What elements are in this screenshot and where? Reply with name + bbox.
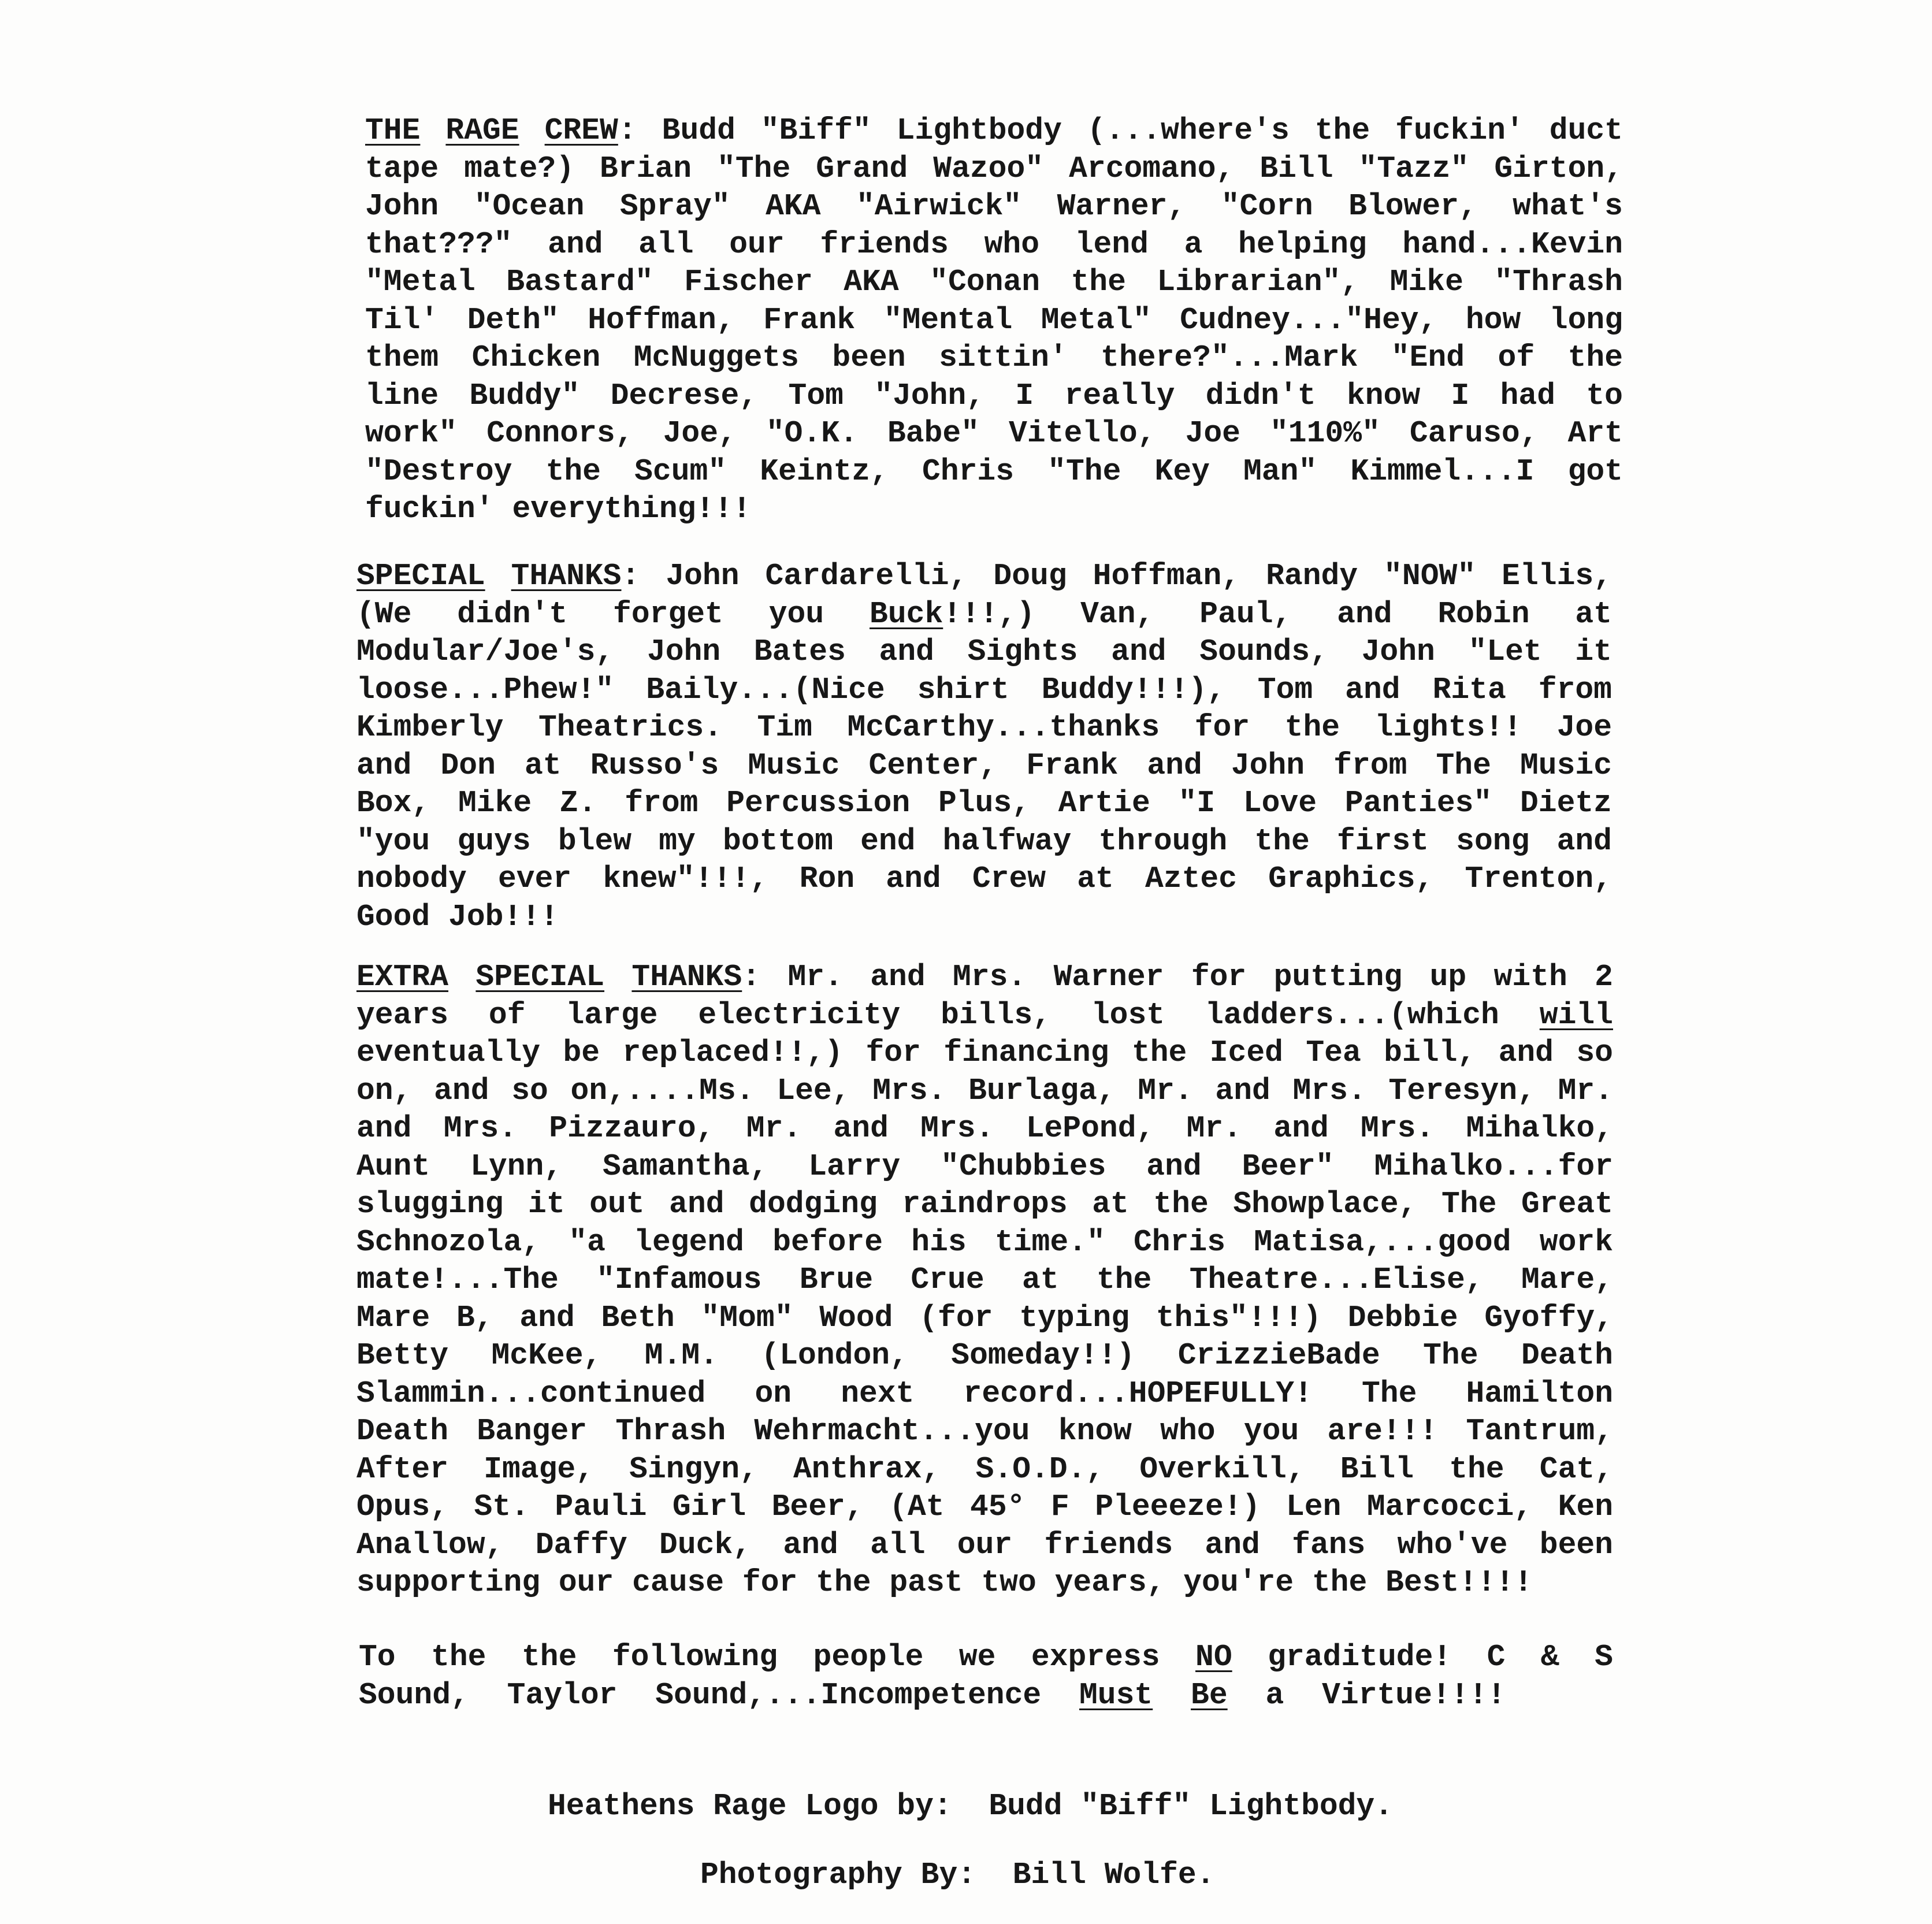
text-segment: John "Ocean Spray" AKA "Airwick" Warner, "Corn Blower, what's [365, 189, 1623, 224]
underlined-text: will [1539, 997, 1613, 1032]
special-thanks-paragraph [356, 558, 1612, 936]
text-segment: Sound, Taylor Sound,...Incompetence [359, 1677, 1079, 1713]
text-segment: on, and so on,....Ms. Lee, Mrs. Burlaga, Mr. and Mrs. Teresyn, Mr. [356, 1073, 1613, 1108]
text-segment: Modular/Joe's, John Bates and Sights and Sounds, John "Let it [356, 634, 1612, 669]
text-segment: and Mrs. Pizzauro, Mr. and Mrs. LePond, Mr. and Mrs. Mihalko, [356, 1111, 1613, 1146]
text-line [359, 1639, 1613, 1677]
text-segment: Anallow, Daffy Duck, and all our friends and fans who've been [356, 1527, 1613, 1562]
text-line [365, 377, 1623, 415]
text-segment: eventually be replaced!!,) for financing the Iced Tea bill, and so [356, 1035, 1613, 1070]
text-line [356, 1224, 1613, 1262]
text-line [356, 709, 1612, 747]
text-line [359, 1677, 1613, 1715]
photography-credit: Photography By: Bill Wolfe. [700, 1858, 1215, 1892]
underlined-text: NO [1195, 1640, 1232, 1674]
text-segment: Schnozola, "a legend before his time." Chris Matisa,...good work [356, 1224, 1613, 1260]
text-line [365, 302, 1623, 340]
text-line [365, 226, 1623, 264]
text-segment: Opus, St. Pauli Girl Beer, (At 45° F Pleeeze!) Len Marcocci, Ken [356, 1490, 1613, 1524]
text-segment: and Don at Russo's Music Center, Frank and John from The Music [356, 748, 1612, 783]
text-segment: "Metal Bastard" Fischer AKA "Conan the Librarian", Mike "Thrash [365, 265, 1623, 299]
text-line [356, 1337, 1613, 1375]
text-line [365, 453, 1623, 491]
text-segment: loose...Phew!" Baily...(Nice shirt Buddy!!!), Tom and Rita from [356, 672, 1612, 707]
text-segment: a Virtue!!!! [1227, 1677, 1506, 1713]
text-segment: Slammin...continued on next record...HOPEFULLY! The Hamilton [356, 1376, 1613, 1411]
rage-crew-paragraph [365, 112, 1623, 529]
text-segment: Til' Deth" Hoffman, Frank "Mental Metal" Cudney..."Hey, how long [365, 302, 1623, 337]
text-segment: fuckin' everything!!! [365, 492, 751, 526]
text-segment: After Image, Singyn, Anthrax, S.O.D., Overkill, Bill the Cat, [356, 1451, 1613, 1487]
text-segment [1153, 1678, 1191, 1713]
text-segment: "Destroy the Scum" Keintz, Chris "The Key Man" Kimmel...I got [365, 454, 1623, 489]
text-segment: years of large electricity bills, lost ladders...(which [356, 997, 1540, 1032]
text-segment: Aunt Lynn, Samantha, Larry "Chubbies and Beer" Mihalko...for [356, 1149, 1613, 1184]
underlined-text: RAGE [445, 113, 519, 148]
text-line [356, 558, 1612, 596]
text-line [356, 633, 1612, 671]
text-line [356, 1413, 1613, 1451]
text-segment: tape mate?) Brian "The Grand Wazoo" Arcomano, Bill "Tazz" Girton, [365, 151, 1623, 186]
text-segment: : John Cardarelli, Doug Hoffman, Randy "NOW" Ellis, [621, 559, 1612, 593]
text-segment: work" Connors, Joe, "O.K. Babe" Vitello, Joe "110%" Caruso, Art [365, 416, 1623, 451]
text-segment: slugging it out and dodging raindrops at the Showplace, The Great [356, 1187, 1613, 1221]
text-line [365, 263, 1623, 302]
text-segment: supporting our cause for the past two years, you're the Best!!!! [356, 1565, 1533, 1600]
text-line [356, 959, 1613, 997]
underlined-text: Be [1191, 1677, 1228, 1713]
underlined-text: THANKS [511, 559, 622, 593]
logo-credit: Heathens Rage Logo by: Budd "Biff" Lightbody. [548, 1789, 1394, 1823]
text-segment: : Budd "Biff" Lightbody (...where's the fuckin' duct [618, 113, 1623, 148]
text-segment: "you guys blew my bottom end halfway through the first song and [356, 823, 1612, 859]
text-line [356, 1110, 1613, 1148]
text-segment: (We didn't forget you [356, 596, 870, 632]
underlined-text: EXTRA [356, 960, 449, 994]
text-line [365, 339, 1623, 377]
text-line [356, 747, 1612, 785]
text-line [356, 1564, 1613, 1602]
text-segment: : Mr. and Mrs. Warner for putting up with 2 [742, 960, 1613, 994]
text-line [356, 1186, 1613, 1224]
text-segment [420, 113, 445, 148]
text-line [365, 150, 1623, 188]
text-line [365, 415, 1623, 453]
underlined-text: THE [365, 113, 421, 148]
text-line [356, 596, 1612, 634]
text-line [356, 1148, 1613, 1186]
text-line [356, 860, 1612, 898]
text-line [365, 491, 1623, 529]
underlined-text: CREW [544, 113, 618, 148]
text-line [356, 671, 1612, 710]
text-segment: nobody ever knew"!!!, Ron and Crew at Aztec Graphics, Trenton, [356, 861, 1612, 896]
underlined-text: THANKS [631, 960, 742, 994]
text-segment: line Buddy" Decrese, Tom "John, I really didn't know I had to [365, 378, 1623, 413]
text-line [356, 1526, 1613, 1565]
text-line [365, 112, 1623, 150]
text-line [356, 823, 1612, 861]
text-segment [448, 960, 475, 994]
text-segment: Box, Mike Z. from Percussion Plus, Artie "I Love Panties" Dietz [356, 786, 1612, 820]
underlined-text: SPECIAL [356, 559, 485, 593]
text-line [356, 1451, 1613, 1489]
text-segment: Kimberly Theatrics. Tim McCarthy...thanks for the lights!! Joe [356, 710, 1612, 745]
underlined-text: Buck [870, 596, 943, 632]
text-segment: Death Banger Thrash Wehrmacht...you know who you are!!! Tantrum, [356, 1414, 1613, 1448]
text-segment: mate!...The "Infamous Brue Crue at the Theatre...Elise, Mare, [356, 1262, 1613, 1297]
text-segment: Betty McKee, M.M. (London, Someday!!) CrizzieBade The Death [356, 1338, 1613, 1373]
text-line [356, 1034, 1613, 1072]
text-line [356, 1375, 1613, 1413]
text-line [356, 1488, 1613, 1526]
underlined-text: Must [1079, 1677, 1153, 1713]
text-segment: !!!,) Van, Paul, and Robin at [943, 596, 1612, 632]
text-line [356, 898, 1612, 937]
text-segment [604, 960, 631, 994]
text-line [356, 997, 1613, 1035]
text-segment [485, 559, 511, 593]
no-gratitude-paragraph [359, 1639, 1613, 1714]
text-segment: Good Job!!! [356, 899, 559, 934]
extra-special-thanks-paragraph [356, 959, 1613, 1602]
text-segment: them Chicken McNuggets been sittin' there?"...Mark "End of the [365, 340, 1623, 375]
text-segment: Mare B, and Beth "Mom" Wood (for typing this"!!!) Debbie Gyoffy, [356, 1300, 1613, 1335]
text-segment: To the the following people we express [359, 1640, 1196, 1674]
underlined-text: SPECIAL [475, 960, 605, 994]
text-segment: graditude! C & S [1232, 1640, 1613, 1674]
text-line [365, 188, 1623, 226]
text-line [356, 1299, 1613, 1338]
text-line [356, 1072, 1613, 1110]
text-line [356, 1261, 1613, 1299]
text-segment: that???" and all our friends who lend a helping hand...Kevin [365, 226, 1623, 262]
text-segment [519, 113, 545, 148]
text-line [356, 785, 1612, 823]
